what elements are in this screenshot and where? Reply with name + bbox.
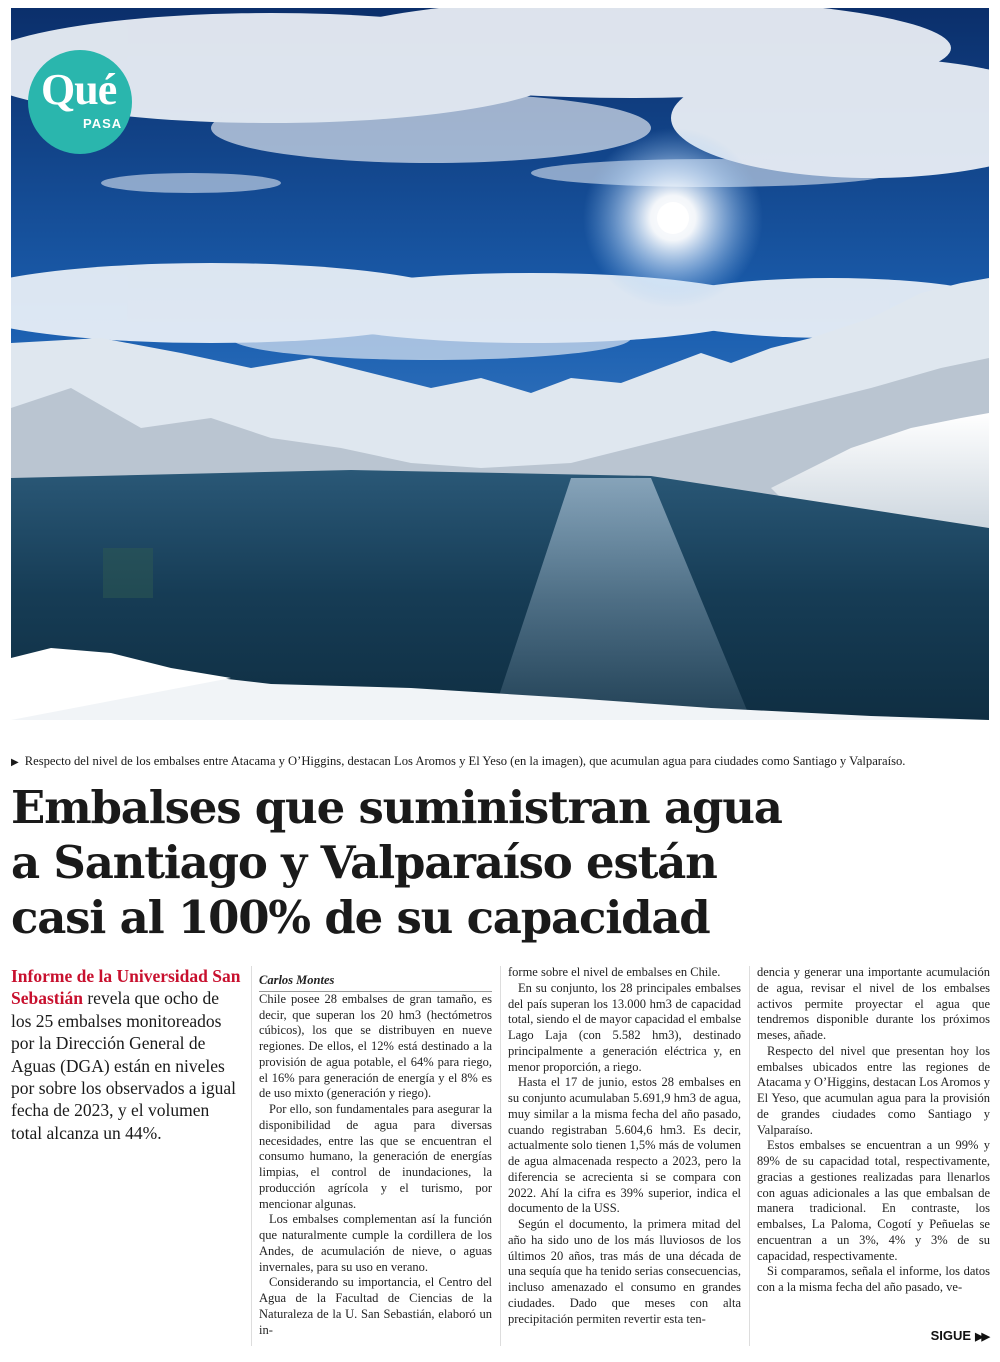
lead-highlight: Informe de la Universidad San Sebastián bbox=[11, 966, 241, 1009]
lead-text: revela que ocho de los 25 embalses monitoreados por la Dirección General de Aguas (DGA) están en niveles por sobre los observados a igual fecha de 2023, y el volumen total alcanza un 44%. bbox=[11, 988, 237, 1143]
paragraph: dencia y generar una importante acumulación de agua, revisar el nivel de los embalses activos permite proyectar el agua que tendremos disponible durante los próximos meses, añade. bbox=[757, 965, 990, 1042]
paragraph: Estos embalses se encuentran a un 99% y 89% de su capacidad total, respectivamente, gracias a gestiones realizadas para llenarlos con aguas adicionales a las que embalsan de manera tradicional. En contraste, los embalses, La Paloma, Cogotí y Peñuelas se encuentran a un 3%, 4% y 3% de su capacidad, respectivamente. bbox=[757, 1138, 990, 1263]
author-byline: Carlos Montes bbox=[259, 973, 492, 992]
continue-marker bbox=[931, 1328, 988, 1343]
paragraph: forme sobre el nivel de embalses en Chile. bbox=[508, 965, 721, 979]
paragraph: Respecto del nivel que presentan hoy los embalses ubicados entre las regiones de Atacama y O’Higgins, destacan Los Aromos y El Yeso, que acumulan agua para la provisión de grandes ciudades como Santiago y Valparaíso. bbox=[757, 1043, 990, 1137]
paragraph: Considerando su importancia, el Centro del Agua de la Facultad de Ciencias de la Naturaleza de la U. San Sebastián, elaboró un in- bbox=[259, 1275, 492, 1337]
logo-main-text: Qué bbox=[41, 65, 117, 114]
headline: Embalses que suministran agua a Santiago y Valparaíso están casi al 100% de su capacidad bbox=[11, 781, 782, 944]
body-column-1 bbox=[259, 973, 492, 1338]
que-pasa-logo bbox=[28, 50, 132, 154]
caption-arrow-icon: ▶ bbox=[11, 757, 19, 768]
paragraph: En su conjunto, los 28 principales embalses del país superan los 13.000 hm3 de capacidad total, siendo el de mayor capacidad el embalse Lago Laja (con 5.582 hm3), destinado principalmente a generación eléctrica y, en menor proporción, a riego. bbox=[508, 980, 741, 1074]
column-divider bbox=[251, 966, 252, 1346]
paragraph: Si comparamos, señala el informe, los datos con a la misma fecha del año pasado, ve- bbox=[757, 1264, 990, 1294]
double-play-icon: ▶▶ bbox=[975, 1331, 988, 1343]
column-divider bbox=[500, 966, 501, 1346]
paragraph: Según el documento, la primera mitad del año ha sido uno de los más lluviosos de los últimos 20 años, tras más de una década de una sequía que ha tenido serias consecuencias, incluso amenazado el consumo en grandes ciudades. Dado que meses con alta precipitación permiten revertir esta ten- bbox=[508, 1217, 741, 1326]
paragraph: Por ello, son fundamentales para asegurar la disponibilidad de agua para diversas necesidades, entre las que se encuentran el consumo humano, la generación de energías limpias, el control de inundaciones, la producción agrícola y el turismo, por mencionar algunas. bbox=[259, 1102, 492, 1211]
article-photo bbox=[11, 8, 989, 720]
paragraph: Los embalses complementan así la función que naturalmente cumple la cordillera de los Andes, de acumulación de nieve, o aguas invernales, para su uso en verano. bbox=[259, 1212, 492, 1274]
paragraph: Hasta el 17 de junio, estos 28 embalses en su conjunto acumulaban 5.691,9 hm3 de agua, muy similar a la misma fecha del año pasado, cuando registraban 5.604,6 hm3. Es decir, actualmente solo tienen 1,5% más de volumen de agua almacenada respecto a 2023, pero la diferencia se acrecienta si se compara con 2022. Ahí la cifra es 39% superior, indica el documento de la USS. bbox=[508, 1075, 741, 1216]
body-column-2 bbox=[508, 965, 741, 1327]
lead-paragraph bbox=[11, 965, 243, 1144]
logo-sub-text: PASA bbox=[83, 116, 123, 131]
photo-caption bbox=[11, 754, 996, 769]
column-divider bbox=[749, 966, 750, 1346]
continue-label: SIGUE bbox=[930, 1328, 972, 1343]
body-column-3 bbox=[757, 965, 990, 1296]
paragraph: Chile posee 28 embalses de gran tamaño, es decir, que superan los 20 hm3 (hectómetros cúbicos), los que se distribuyen en nueve regiones. De ellos, el 12% está destinado a la provisión de agua potable, el 64% para riego, el 16% para generación de energía y el 8% es de uso mixto (generación y riego). bbox=[259, 991, 492, 1101]
caption-text: Respecto del nivel de los embalses entre Atacama y O’Higgins, destacan Los Aromos y El Yeso (en la imagen), que acumulan agua para ciudades como Santiago y Valparaíso. bbox=[24, 754, 906, 768]
